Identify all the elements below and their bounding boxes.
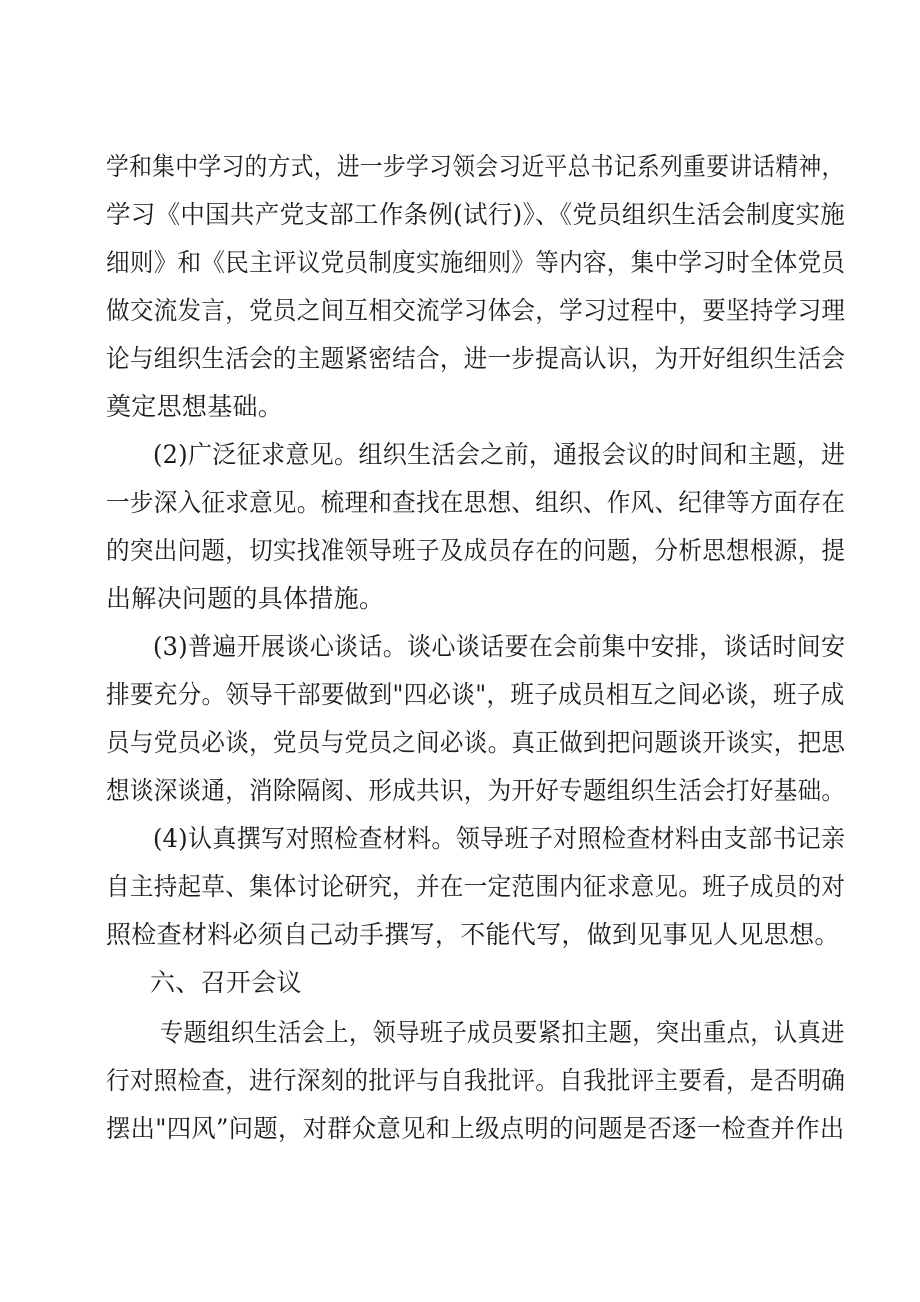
text-line: 员与党员必谈，党员与党员之间必谈。真正做到把问题谈开谈实，把思 [106, 728, 846, 757]
text-line: 论与组织生活会的主题紧密结合，进一步提高认识，为开好组织生活会 [106, 344, 846, 373]
text-line: 的突出问题，切实找准领导班子及成员存在的问题，分析思想根源，提 [106, 536, 846, 565]
text-line: 专题组织生活会上，领导班子成员要紧扣主题，突出重点，认真进 [160, 1018, 845, 1047]
text-line: (3)普遍开展谈心谈话。谈心谈话要在会前集中安排，谈话时间安 [153, 632, 846, 661]
text-line: 奠定思想基础。 [106, 392, 284, 421]
text-line: 做交流发言，党员之间互相交流学习体会，学习过程中，要坚持学习理 [106, 296, 846, 325]
text-line: 摆出"四风”问题，对群众意见和上级点明的问题是否逐一检查并作出 [106, 1114, 845, 1143]
text-line: 学和集中学习的方式，进一步学习领会习近平总书记系列重要讲话精神， [106, 152, 845, 181]
text-line: 学习《中国共产党支部工作条例(试行)》、《党员组织生活会制度实施 [106, 200, 846, 229]
text-line: 细则》和《民主评议党员制度实施细则》等内容，集中学习时全体党员 [106, 248, 846, 277]
text-line: 想谈深谈通，消除隔阂、形成共识，为开好专题组织生活会打好基础。 [106, 776, 846, 805]
text-line: 自主持起草、集体讨论研究，并在一定范围内征求意见。班子成员的对 [106, 872, 846, 901]
text-line: 一步深入征求意见。梳理和查找在思想、组织、作风、纪律等方面存在 [106, 488, 846, 517]
text-line: 排要充分。领导干部要做到"四必谈"，班子成员相互之间必谈，班子成 [106, 680, 845, 709]
text-line: (2)广泛征求意见。组织生活会之前，通报会议的时间和主题，进 [153, 440, 846, 469]
text-line: 行对照检查，进行深刻的批评与自我批评。自我批评主要看，是否明确 [106, 1066, 846, 1095]
text-line: 照检查材料必须自己动手撰写，不能代写，做到见事见人见思想。 [106, 920, 840, 949]
section-heading: 六、召开会议 [150, 968, 302, 997]
text-line: 出解决问题的具体措施。 [106, 584, 385, 613]
text-line: (4)认真撰写对照检查材料。领导班子对照检查材料由支部书记亲 [153, 824, 846, 853]
